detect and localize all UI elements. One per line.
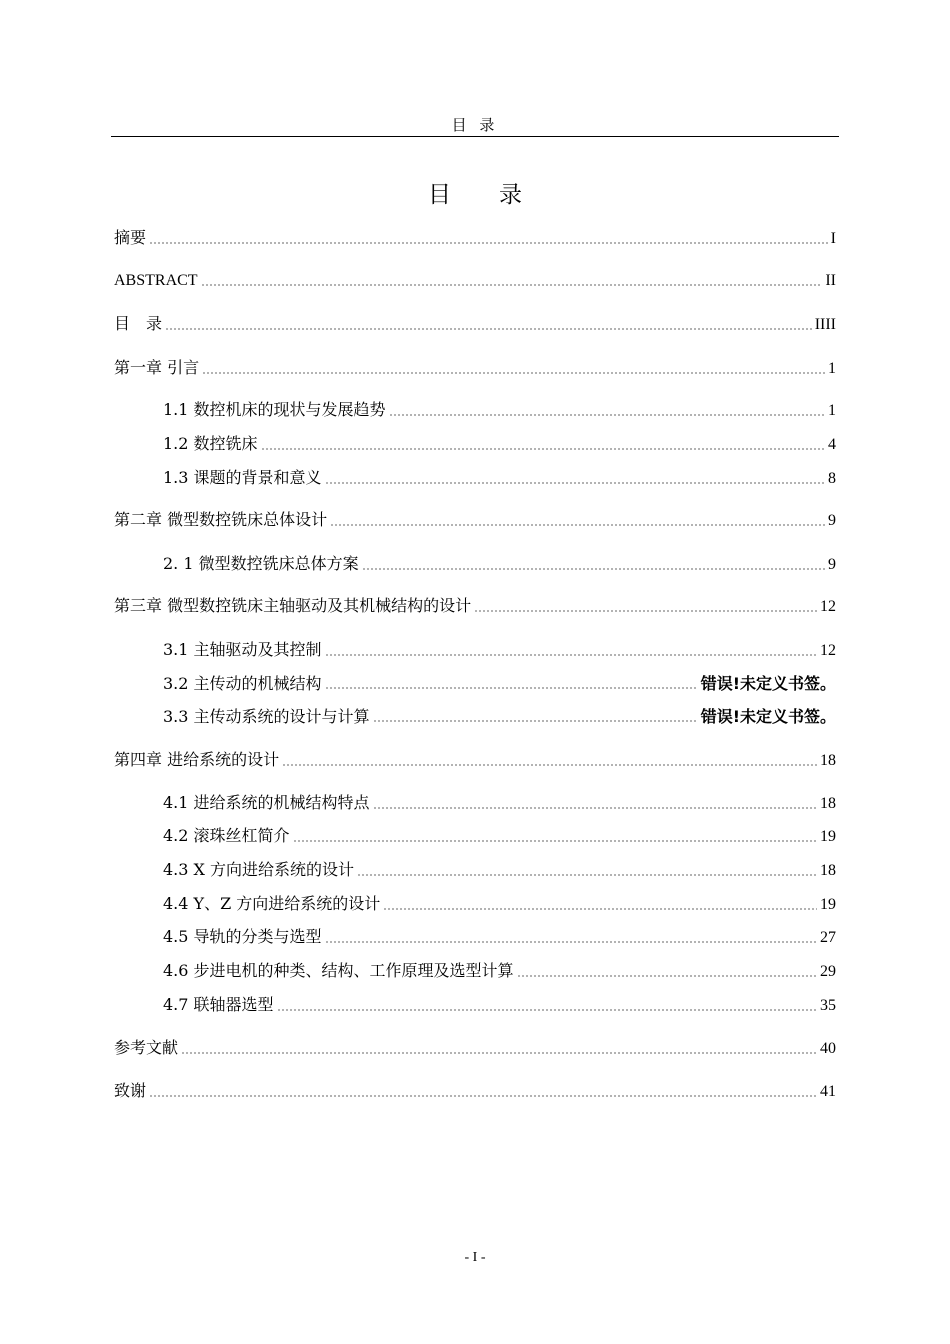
toc-section-entry[interactable]	[114, 553, 836, 576]
toc-entry-label: 第四章 进给系统的设计	[114, 750, 280, 769]
toc-section-entry[interactable]	[114, 673, 836, 695]
toc-entry-label: 4.4 Y、Z 方向进给系统的设计	[163, 894, 381, 913]
toc-title	[111, 176, 839, 209]
toc-entry-label: 参考文献	[114, 1038, 179, 1057]
toc-chapter-entry[interactable]	[114, 1037, 836, 1060]
toc-entry-label: 4.1 进给系统的机械结构特点	[163, 793, 370, 812]
toc-section-entry[interactable]	[114, 792, 836, 815]
toc-section-entry[interactable]	[114, 433, 836, 456]
toc-section-entry[interactable]	[114, 467, 836, 490]
toc-section-entry[interactable]	[114, 994, 836, 1017]
toc-entry-page: 35	[820, 997, 836, 1014]
toc-entry-label: 4.7 联轴器选型	[163, 995, 274, 1014]
toc-entry-page: 19	[820, 896, 836, 913]
toc-dot-leader	[282, 764, 817, 766]
toc-dot-leader	[373, 807, 817, 809]
toc-dot-leader	[181, 1052, 817, 1054]
toc-chapter-entry[interactable]	[114, 227, 836, 250]
toc-entry-page: 错误!未定义书签。	[700, 707, 836, 726]
toc-dot-leader	[325, 654, 817, 656]
toc-entry-page: 9	[828, 512, 836, 529]
toc-entry-label: 2. 1 微型数控铣床总体方案	[163, 554, 359, 573]
toc-entry-page: 40	[820, 1040, 836, 1057]
toc-chapter-entry[interactable]	[114, 357, 836, 380]
toc-entry-page: 12	[820, 598, 836, 615]
toc-dot-leader	[389, 414, 825, 416]
toc-chapter-entry[interactable]	[114, 1080, 836, 1103]
page-number-footer: - I -	[464, 1250, 486, 1265]
toc-chapter-entry[interactable]	[114, 595, 836, 618]
toc-entry-label: 摘要	[114, 228, 147, 247]
toc-dot-leader	[330, 524, 825, 526]
toc-entry-label: ABSTRACT	[114, 272, 198, 289]
toc-dot-leader	[362, 568, 825, 570]
toc-entry-page: I	[830, 230, 836, 247]
toc-dot-leader	[383, 908, 817, 910]
toc-dot-leader	[261, 448, 825, 450]
toc-entry-label: 第一章 引言	[114, 358, 200, 377]
toc-entry-label: 第二章 微型数控铣床总体设计	[114, 510, 328, 529]
toc-entry-label: 4.6 步进电机的种类、结构、工作原理及选型计算	[163, 961, 514, 980]
toc-entry-page: 18	[820, 862, 836, 879]
toc-dot-leader	[373, 720, 698, 722]
toc-entry-page: 12	[820, 642, 836, 659]
toc-entry-page: 1	[828, 402, 836, 419]
toc-entry-page: 19	[820, 828, 836, 845]
toc-section-entry[interactable]	[114, 825, 836, 848]
toc-entry-page: 4	[828, 436, 836, 453]
toc-entry-page: 18	[820, 795, 836, 812]
toc-entry-label: 4.5 导轨的分类与选型	[163, 927, 322, 946]
toc-entry-label: 1.2 数控铣床	[163, 434, 258, 453]
toc-dot-leader	[202, 372, 825, 374]
toc-dot-leader	[165, 328, 812, 330]
toc-entry-label: 1.3 课题的背景和意义	[163, 468, 322, 487]
toc-entry-label: 4.2 滚珠丝杠简介	[163, 826, 290, 845]
toc-dot-leader	[517, 975, 817, 977]
toc-entry-page: IIII	[814, 316, 836, 333]
toc-chapter-entry[interactable]	[114, 749, 836, 772]
toc-entry-label: 3.3 主传动系统的设计与计算	[163, 707, 370, 726]
toc-section-entry[interactable]	[114, 893, 836, 916]
toc-dot-leader	[325, 941, 817, 943]
toc-dot-leader	[325, 687, 698, 689]
toc-dot-leader	[277, 1009, 817, 1011]
toc-chapter-entry[interactable]	[114, 270, 836, 292]
toc-dot-leader	[474, 610, 817, 612]
toc-entry-page: 41	[820, 1083, 836, 1100]
toc-entry-page: 错误!未定义书签。	[700, 674, 836, 693]
toc-dot-leader	[149, 1095, 817, 1097]
toc-entry-label: 1.1 数控机床的现状与发展趋势	[163, 400, 386, 419]
toc-title-part-2: 录	[499, 182, 522, 208]
toc-entry-page: 9	[828, 556, 836, 573]
running-header: 目 录	[451, 116, 499, 134]
toc-entry-label: 3.1 主轴驱动及其控制	[163, 640, 322, 659]
toc-entry-label: 目 录	[114, 314, 163, 333]
toc-chapter-entry[interactable]	[114, 313, 836, 336]
toc-entry-label: 4.3 X 方向进给系统的设计	[163, 860, 355, 879]
toc-entry-label: 3.2 主传动的机械结构	[163, 674, 322, 693]
toc-entry-label: 第三章 微型数控铣床主轴驱动及其机械结构的设计	[114, 596, 472, 615]
toc-entry-page: II	[825, 272, 836, 289]
toc-section-entry[interactable]	[114, 399, 836, 422]
toc-entry-page: 1	[828, 360, 836, 377]
toc-section-entry[interactable]	[114, 926, 836, 949]
header-rule	[111, 136, 839, 137]
toc-title-part-1: 目	[428, 182, 451, 208]
toc-dot-leader	[149, 242, 828, 244]
toc-entry-page: 18	[820, 752, 836, 769]
toc-section-entry[interactable]	[114, 639, 836, 662]
toc-entry-label: 致谢	[114, 1081, 147, 1100]
toc-entry-page: 8	[828, 470, 836, 487]
toc-dot-leader	[357, 874, 817, 876]
toc-dot-leader	[293, 840, 817, 842]
toc-section-entry[interactable]	[114, 960, 836, 983]
toc-dot-leader	[201, 284, 823, 286]
toc-section-entry[interactable]	[114, 859, 836, 882]
toc-entry-page: 29	[820, 963, 836, 980]
toc-chapter-entry[interactable]	[114, 509, 836, 532]
toc-entry-page: 27	[820, 929, 836, 946]
toc-dot-leader	[325, 482, 825, 484]
toc-section-entry[interactable]	[114, 706, 836, 728]
